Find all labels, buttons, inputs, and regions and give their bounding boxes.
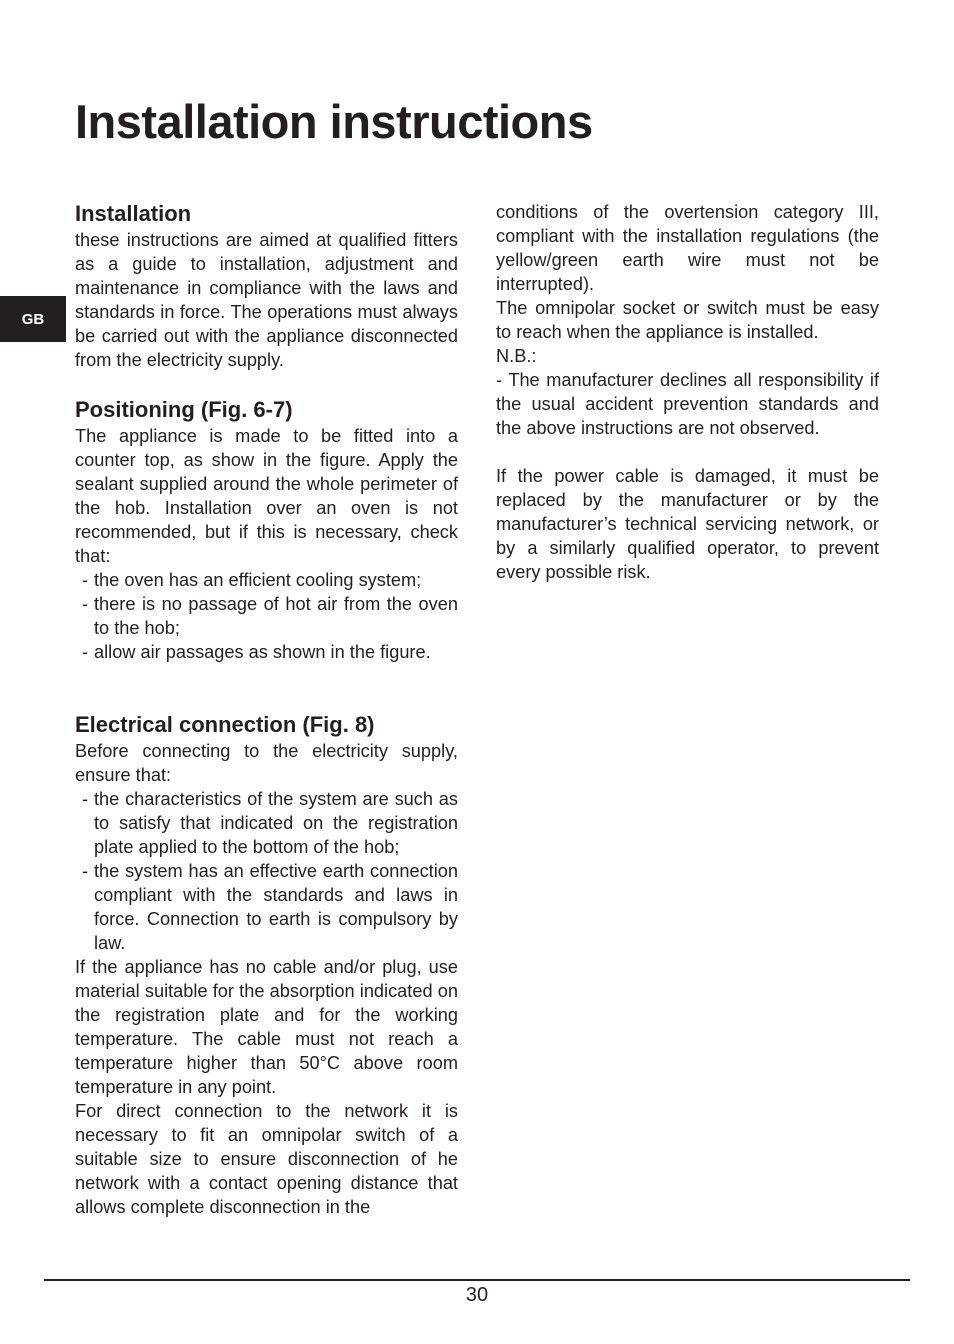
nb-label: N.B.:: [496, 346, 537, 366]
list-item: - allow air passages as shown in the figure.: [75, 640, 458, 664]
left-column: [75, 200, 458, 1219]
list-item: - there is no passage of hot air from the oven to the hob;: [75, 592, 458, 640]
page-number: 30: [465, 1284, 489, 1306]
installation-section: [75, 200, 458, 372]
footer-divider: [44, 1279, 910, 1281]
installation-heading: Installation: [75, 201, 192, 226]
page-title: Installation instructions: [75, 95, 593, 148]
installation-text: these instructions are aimed at qualified fitters as a guide to installation, adjustment and maintenance in compliance with the laws and standards in force. The operations must always be carried out with the appliance disconnected from the electricity supply.: [75, 230, 458, 370]
electrical-checklist: [75, 787, 458, 955]
direct-connection-paragraph: For direct connection to the network it is necessary to fit an omnipolar switch of a suitable size to ensure disconnection of he network with a contact opening distance that allows complete disconnection in the: [75, 1101, 458, 1217]
positioning-checklist: [75, 568, 458, 664]
positioning-section: [75, 396, 458, 664]
list-item: - the system has an effective earth connection compliant with the standards and laws in force. Connection to earth is compulsory by law.: [75, 859, 458, 955]
electrical-section: [75, 711, 458, 1219]
language-tab: GB: [0, 296, 66, 342]
list-item: - the oven has an efficient cooling system;: [75, 568, 458, 592]
electrical-intro: Before connecting to the electricity supply, ensure that:: [75, 741, 458, 785]
positioning-heading: Positioning (Fig. 6-7): [75, 397, 293, 422]
overtension-paragraph: conditions of the overtension category III, compliant with the installation regulations (the yellow/green earth wire must not be interrupted).: [496, 202, 879, 294]
power-cable-paragraph: If the power cable is damaged, it must be replaced by the manufacturer or by the manufacturer’s technical servicing network, or by a similarly qualified operator, to prevent every possible risk.: [496, 466, 879, 582]
list-item: - the characteristics of the system are such as to satisfy that indicated on the registration plate applied to the bottom of the hob;: [75, 787, 458, 859]
cable-paragraph: If the appliance has no cable and/or plug, use material suitable for the absorption indicated on the registration plate and for the working temperature. The cable must not reach a temperature higher than 50°C above room temperature in any point.: [75, 957, 458, 1097]
right-column: [496, 200, 879, 584]
positioning-text: The appliance is made to be fitted into a counter top, as show in the figure. Apply the sealant supplied around the whole perimeter of the hob. Installation over an oven is not recommended, but if this is necessary, check that:: [75, 426, 458, 566]
electrical-heading: Electrical connection (Fig. 8): [75, 712, 375, 737]
nb-text: - The manufacturer declines all responsibility if the usual accident prevention standards and the above instructions are not observed.: [496, 370, 879, 438]
socket-paragraph: The omnipolar socket or switch must be easy to reach when the appliance is installed.: [496, 298, 879, 342]
